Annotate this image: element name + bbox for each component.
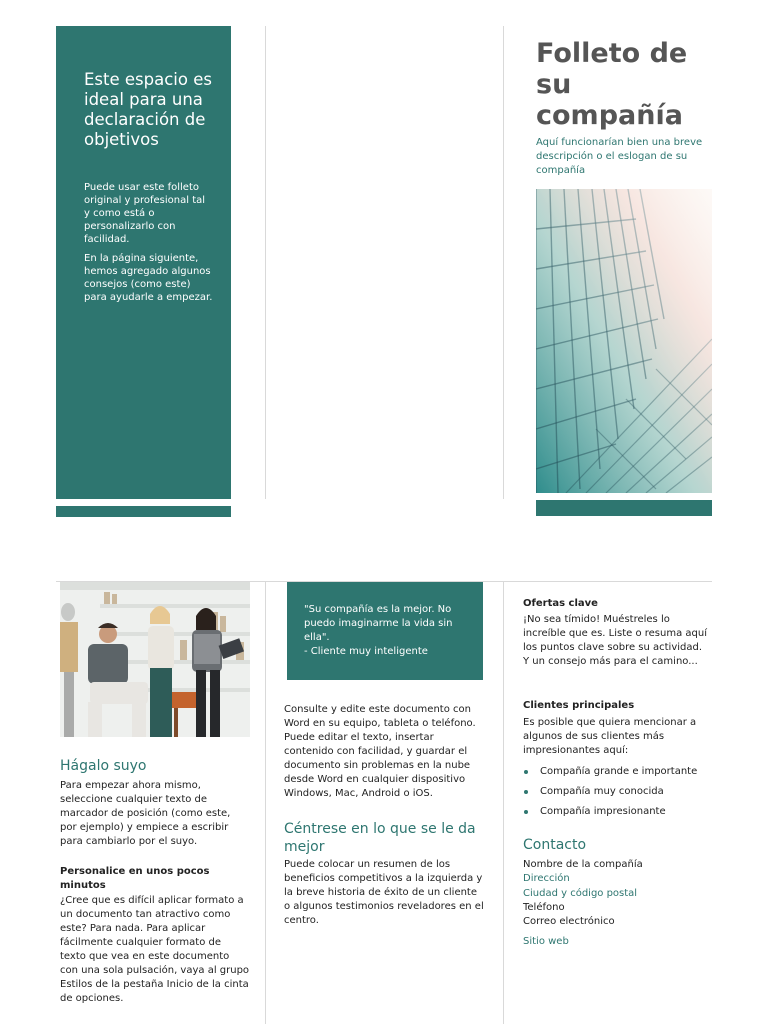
main-clients-text: Es posible que quiera mencionar a algunos de sus clientes más impresionantes aquí:	[523, 717, 697, 756]
column-divider	[503, 582, 504, 1024]
section-heading-make-it-yours: Hágalo suyo	[60, 758, 147, 774]
contact-city: Ciudad y código postal	[523, 888, 638, 899]
cover-tagline: Aquí funcionarían bien una breve descripción o el eslogan de su compañía	[536, 137, 703, 176]
testimonial-quote: "Su compañía es la mejor. No puedo imaginarme la vida sin ella".	[304, 604, 453, 643]
section-heading-focus: Céntrese en lo que se le da mejor	[284, 821, 476, 855]
key-offers-heading: Ofertas clave	[523, 598, 598, 609]
mission-heading: Este espacio es ideal para una declaración de objetivos	[84, 70, 212, 149]
client-list-item: Compañía muy conocida	[523, 785, 697, 805]
contact-email: Correo electrónico	[523, 916, 615, 927]
edit-document-text: Consulte y edite este documento con Word en su equipo, tableta o teléfono. Puede editar el texto, insertar contenido con facilidad, y guardar el documento sin problemas en la nube desde Word en cualquier dispositivo Windows, Mac, Android o iOS.	[284, 704, 476, 799]
client-list-item: Compañía grande e importante	[523, 765, 697, 785]
focus-text: Puede colocar un resumen de los beneficios competitivos a la izquierda y la breve historia de éxito de un cliente o algunos testimonios reveladores en el centro.	[284, 859, 484, 926]
customize-subheading: Personalice en unos pocos minutos	[60, 866, 210, 891]
mission-paragraph-1: Puede usar este folleto original y profesional tal y como está o personalizarlo con facilidad.	[84, 182, 206, 245]
client-list-item: Compañía impresionante	[523, 805, 697, 825]
contact-address: Dirección	[523, 873, 570, 884]
mission-paragraph-2: En la página siguiente, hemos agregado algunos consejos (como este) para ayudarle a empezar.	[84, 253, 213, 303]
contact-phone: Teléfono	[523, 902, 565, 913]
customize-text: ¿Cree que es difícil aplicar formato a un documento tan atractivo como este? Para nada. Para aplicar fácilmente cualquier formato de texto que vea en este documento con una sola pulsación, vaya al grupo Estilos de la pestaña Inicio de la cinta de opciones.	[60, 895, 250, 1004]
client-list	[523, 765, 697, 825]
testimonial-author: - Cliente muy inteligente	[304, 646, 428, 657]
main-clients-heading: Clientes principales	[523, 700, 635, 711]
glass-building-image	[536, 189, 712, 493]
column-divider	[265, 582, 266, 1024]
key-offers-text: ¡No sea tímido! Muéstreles lo increíble que es. Liste o resuma aquí los puntos clave sobre su actividad. Y un consejo más para el camino...	[523, 614, 707, 667]
contact-heading: Contacto	[523, 837, 587, 853]
team-photo	[60, 582, 250, 737]
contact-website-link[interactable]: Sitio web	[523, 936, 569, 947]
mission-accent-bar	[56, 506, 231, 517]
column-divider	[265, 26, 266, 499]
cover-title: Folleto de su compañía	[536, 38, 688, 131]
make-it-yours-text: Para empezar ahora mismo, seleccione cualquier texto de marcador de posición (como este, por ejemplo) y empiece a escribir para cambiarlo por el suyo.	[60, 780, 231, 847]
contact-company: Nombre de la compañía	[523, 859, 643, 870]
cover-accent-bar	[536, 500, 712, 516]
column-divider	[503, 26, 504, 499]
